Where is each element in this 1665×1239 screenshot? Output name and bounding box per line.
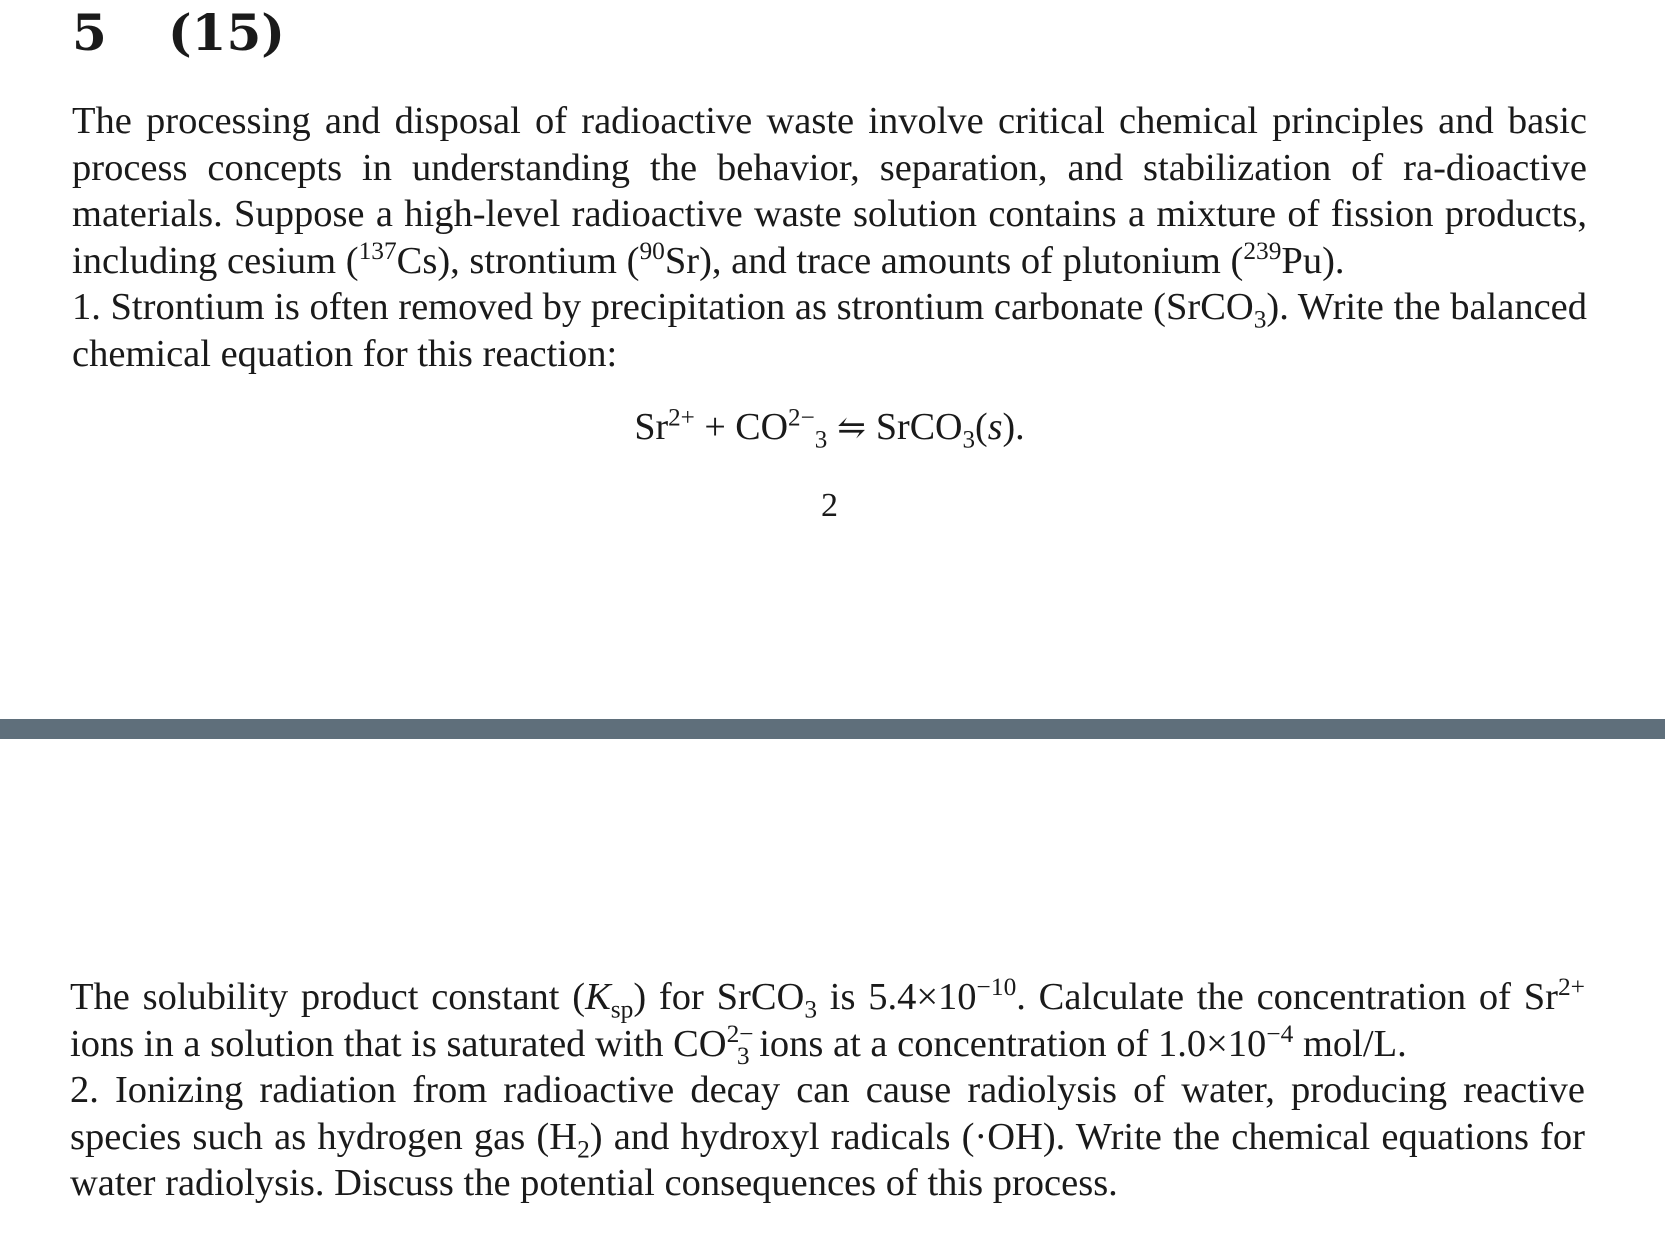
document-page-top [72,0,1587,525]
question-2 [70,1067,1585,1207]
cs-text: Cs), strontium ( [396,239,640,282]
eq-product: SrCO [875,406,963,448]
pu-text: Pu). [1281,239,1345,282]
carbonate-charge: 2− [726,1019,754,1048]
eq-state-close: ). [1002,406,1025,448]
eq-sr: Sr [634,406,669,448]
question-2-text: 2. Ionizing radiation from radioactive decay can cause radiolysis of water, producing reactive species such as hydrogen gas (H [70,1069,1585,1158]
ksp-exponent: −10 [976,973,1017,1002]
ksp-value: is 5.4×10 [817,976,977,1018]
ksp-subscript: sp [610,995,634,1024]
intro-paragraph [72,98,1587,284]
problem-heading [72,3,1587,62]
subscript: 2 [577,1135,590,1164]
eq-carbonate-sub: 3 [814,426,828,454]
sr-text: Sr), and trace amounts of plutonium ( [664,239,1244,282]
problem-number: 5 [72,3,107,62]
eq-state: s [987,406,1003,448]
eq-sr-charge: 2+ [668,404,695,432]
concentration-value: ions at a concentration of 1.0×10 [749,1022,1267,1065]
ksp-symbol: K [585,976,611,1018]
pu-mass-number: 239 [1243,236,1282,265]
eq-product-sub: 3 [962,426,976,454]
carbonate-sub: 3 [736,1042,750,1071]
question-1-text: 1. Strontium is often removed by precipitation as strontium carbonate (SrCO [72,286,1254,328]
eq-carbonate-charge: 2− [788,404,815,432]
question-2-text-end: ) and hydroxyl radicals (·OH). Write the chemical equations for water radiolysis. Discuss the potential consequences of this process. [70,1115,1586,1204]
problem-points: (15) [168,3,285,62]
page-divider [0,719,1665,739]
subscript: 3 [804,995,818,1024]
question-1 [72,284,1587,377]
ksp-text-e: ions in a solution that is saturated with CO [70,1022,727,1065]
cs-mass-number: 137 [358,236,397,265]
sr-mass-number: 90 [639,236,665,265]
intro-text: The processing and disposal of radioactive waste involve critical chemical principles and basic process concepts in understanding the behavior, separation, and stabilization of ra-dioactive materials. Suppose a high-level radioactive waste solution contains a mixture of fission products, including cesium ( [72,100,1587,282]
chemical-equation [72,397,1587,457]
eq-state-open: ( [975,406,988,448]
ksp-text-d: . Calculate the concentration of Sr [1016,976,1558,1018]
ksp-text-b: ) for SrCO [633,976,805,1018]
ksp-text: The solubility product constant ( [70,976,586,1018]
equilibrium-arrow-icon: ⇋ [837,410,866,447]
eq-carbonate: + CO [704,406,789,448]
page-number: 2 [821,487,838,524]
question-1-text-end: ). Write the balanced chemical equation for this reaction: [72,286,1587,375]
document-page-bottom [70,974,1585,1207]
sr-charge: 2+ [1557,973,1585,1002]
ksp-paragraph [70,973,1585,1071]
concentration-unit: mol/L. [1293,1022,1407,1065]
concentration-exponent: −4 [1266,1019,1294,1048]
subscript: 3 [1253,305,1267,334]
